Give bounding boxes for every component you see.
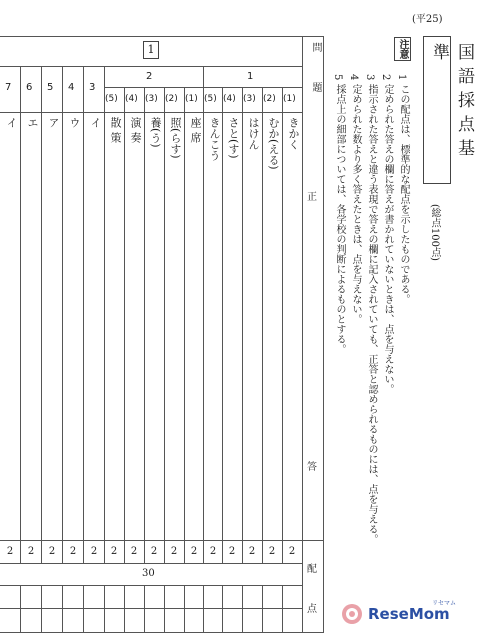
points-cell: 2 (268, 546, 276, 557)
points-cell: 2 (190, 546, 198, 557)
watermark-logo (340, 596, 456, 632)
col-num-3: 3 (89, 82, 96, 93)
col-num-4: 4 (68, 82, 75, 93)
points-cell: 2 (90, 546, 98, 557)
subquestion-1-label: 1 (247, 71, 254, 82)
note-number: 4 (348, 74, 359, 81)
col-num-5: 5 (47, 82, 54, 93)
points-cell: 2 (27, 546, 35, 557)
col-num-1-4: (4) (223, 94, 236, 104)
answer-cell: イ (89, 117, 102, 128)
answer-cell: はけん (247, 117, 260, 150)
points-cell: 2 (209, 546, 217, 557)
era-label: (平25) (412, 14, 443, 25)
col-num-2-3: (3) (145, 94, 158, 104)
answer-cell: エ (26, 117, 39, 128)
note-number: 1 (396, 74, 407, 81)
col-num-6: 6 (26, 82, 33, 93)
col-num-7: 7 (5, 82, 12, 93)
answer-cell: ウ (68, 117, 81, 128)
row-label-hai: 配 (307, 564, 317, 575)
col-num-1-1: (1) (283, 94, 296, 104)
answer-cell: イ (5, 117, 18, 128)
answer-cell: 照(らす) (169, 117, 182, 159)
answer-cell: 散策 (109, 117, 122, 147)
note-number: 3 (364, 74, 375, 81)
row-label-kotae: 答 (307, 462, 317, 473)
row-label-mondai: 問題 (310, 42, 321, 122)
brand-ruby: リセマム (432, 600, 456, 607)
answer-cell: 演奏 (129, 117, 142, 147)
note-number: 5 (332, 74, 343, 81)
answer-cell: ア (47, 117, 60, 128)
row-label-sei: 正 (307, 192, 317, 203)
page-title: 国語採点基準 (429, 43, 474, 163)
points-cell: 2 (48, 546, 56, 557)
note-text: 定められた答えの欄に答えが書かれていないときは、点を与えない。 (382, 84, 393, 395)
answer-cell: きんこう (208, 117, 221, 161)
col-num-2-2: (2) (165, 94, 178, 104)
note-text: 定められた数より多く答えたときは、点を与えない。 (350, 84, 361, 325)
note-text: 採点上の細部については、各学校の判断によるものとする。 (334, 84, 345, 355)
points-cell: 2 (288, 546, 296, 557)
points-cell: 2 (130, 546, 138, 557)
logo-mark-icon (340, 602, 364, 626)
notes-heading: 注意 (394, 37, 411, 61)
answer-cell: 座席 (189, 117, 202, 147)
answer-cell: むか(える) (267, 117, 280, 170)
note-item-3 (364, 74, 379, 544)
answer-cell: きかく (287, 117, 300, 150)
col-num-2-5: (5) (105, 94, 118, 104)
note-item-5 (332, 74, 347, 354)
note-item-1 (396, 74, 411, 304)
col-num-2-4: (4) (125, 94, 138, 104)
col-num-1-5: (5) (204, 94, 217, 104)
answer-cell: さと(す) (227, 117, 240, 159)
points-cell: 2 (6, 546, 14, 557)
note-text: この配点は、標準的な配点を示したものである。 (398, 84, 409, 305)
points-cell: 2 (170, 546, 178, 557)
points-cell: 2 (150, 546, 158, 557)
row-label-ten: 点 (307, 604, 317, 615)
col-num-2-1: (1) (185, 94, 198, 104)
note-item-2 (380, 74, 395, 394)
col-num-1-3: (3) (243, 94, 256, 104)
points-cell: 2 (248, 546, 256, 557)
points-cell: 2 (228, 546, 236, 557)
points-cell: 2 (110, 546, 118, 557)
answer-cell: 養(う) (149, 117, 162, 148)
points-cell: 2 (69, 546, 77, 557)
subtotal-points: 30 (142, 568, 155, 579)
brand-name: ReseMom (368, 605, 450, 623)
question-number-box: 1 (143, 41, 159, 59)
col-num-1-2: (2) (263, 94, 276, 104)
page-subtitle: (総点100点) (429, 204, 440, 261)
subquestion-2-label: 2 (146, 71, 153, 82)
note-text: 指示された答えと違う表現で答えの欄に記入されていても、正答と認められるものには、点を与える。 (366, 84, 377, 545)
note-number: 2 (380, 74, 391, 81)
note-item-4 (348, 74, 363, 324)
title-box (423, 36, 474, 184)
